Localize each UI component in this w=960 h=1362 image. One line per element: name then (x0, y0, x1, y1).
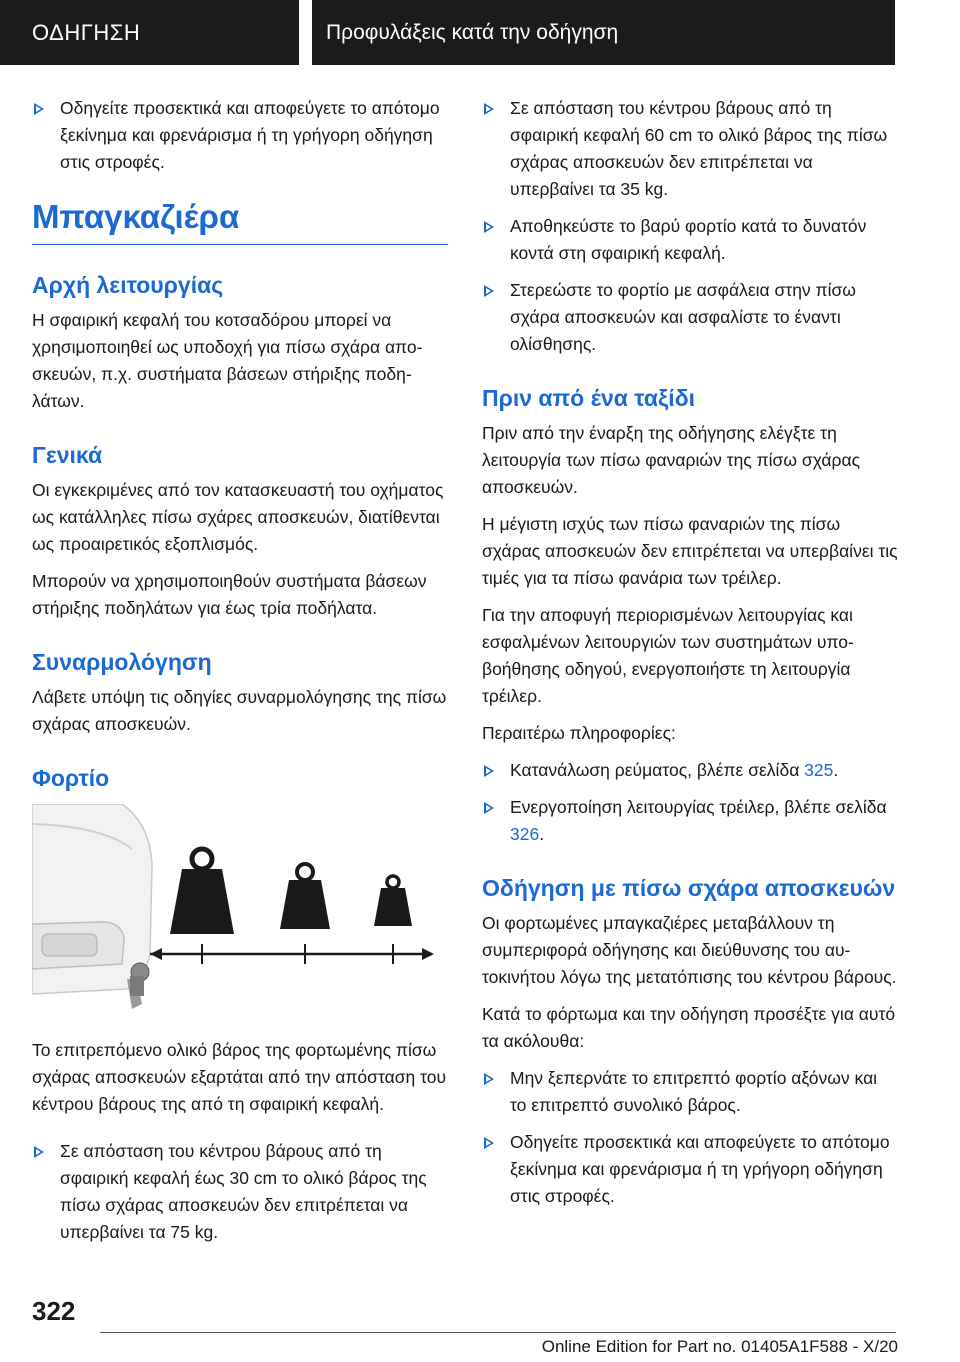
section-heading: Οδήγηση με πίσω σχάρα αποσκευών (482, 875, 896, 901)
paragraph: Λάβετε υπόψη τις οδηγίες συναρμολόγησης της πίσω σχάρας αποσκευών. (32, 687, 447, 734)
main-heading: Μπαγκαζιέρα (32, 198, 448, 245)
list-item: Σε απόσταση του κέντρου βάρους από τη σφαιρική κεφαλή έως 30 cm το ολικό βάρος της πίσω σχάρας αποσκευών δεν επιτρέπεται να υπερβαίνει τα 75 kg. (32, 1138, 448, 1246)
right-column (482, 95, 898, 1220)
triangle-bullet-icon (34, 103, 44, 115)
section-heading: Συναρμολόγηση (32, 649, 212, 675)
left-column (32, 95, 448, 1256)
triangle-bullet-icon (484, 1073, 494, 1085)
chapter-title: Προφυλάξεις κατά την οδήγηση (312, 0, 895, 65)
paragraph: Πριν από την έναρξη της οδήγησης ελέγξτε τη λειτουργία των πίσω φαναριών της πίσω σχάρας αποσκευών. (482, 423, 861, 497)
list-item: Μην ξεπερνάτε το επιτρεπτό φορτίο αξόνων και το επιτρεπτό συνολικό βάρος. (482, 1065, 898, 1119)
section-title: ΟΔΗΓΗΣΗ (0, 0, 299, 65)
page-number: 322 (32, 1296, 76, 1326)
paragraph: Η μέγιστη ισχύς των πίσω φαναριών της πίσω σχάρας αποσκευών δεν επιτρέπεται να υπερβαίνει τις τιμές για τα πίσω φανάρια των τρέιλερ. (482, 514, 898, 588)
section-heading: Πριν από ένα ταξίδι (482, 385, 696, 411)
section-heading: Φορτίο (32, 765, 110, 791)
triangle-bullet-icon (484, 765, 494, 777)
list-item: Ενεργοποίηση λειτουργίας τρέιλερ, βλέπε σελίδα 326. (482, 794, 898, 848)
footer-divider (100, 1332, 896, 1333)
paragraph: Οι φορτωμένες μπαγκαζιέρες μεταβάλλουν τη συμπεριφορά οδήγησης και διεύθυνσης του αυτοκινήτου λόγω της μετατόπισης του κέντρου βάρους. (482, 913, 897, 987)
paragraph: Οι εγκεκριμένες από τον κατασκευαστή του οχήματος ως κατάλληλες πίσω σχάρες αποσκευών, διατίθενται ως προαιρετικός εξοπλισμός. (32, 480, 444, 554)
paragraph: Κατά το φόρτωμα και την οδήγηση προσέξτε για αυτό τα ακόλουθα: (482, 1004, 896, 1051)
list-item: Στερεώστε το φορτίο με ασφάλεια στην πίσω σχάρα αποσκευών και ασφαλίστε το έναντι ολίσθησης. (482, 277, 898, 358)
triangle-bullet-icon (34, 1146, 44, 1158)
paragraph: Περαιτέρω πληροφορίες: (482, 723, 676, 743)
page-link-326[interactable]: 326 (510, 824, 540, 844)
paragraph: Μπορούν να χρησιμοποιηθούν συστήματα βάσεων στήριξης ποδηλάτων για έως τρία ποδήλατα. (32, 571, 427, 618)
list-item: Οδηγείτε προσεκτικά και αποφεύγετε το απότομο ξεκίνημα και φρενάρισμα ή τη γρήγορη οδήγηση στις στροφές. (32, 95, 448, 176)
section-heading: Γενικά (32, 442, 103, 468)
section-heading: Αρχή λειτουργίας (32, 272, 224, 298)
list-item: Σε απόσταση του κέντρου βάρους από τη σφαιρική κεφαλή 60 cm το ολικό βάρος της πίσω σχάρας αποσκευών δεν επιτρέπεται να υπερβαίνει τα 35 kg. (482, 95, 898, 203)
list-item: Κατανάλωση ρεύματος, βλέπε σελίδα 325. (482, 757, 898, 784)
page-header (0, 0, 960, 65)
list-item: Οδηγείτε προσεκτικά και αποφεύγετε το απότομο ξεκίνημα και φρενάρισμα ή τη γρήγορη οδήγηση στις στροφές. (482, 1129, 898, 1210)
list-item: Αποθηκεύστε το βαρύ φορτίο κατά το δυνατόν κοντά στη σφαιρική κεφαλή. (482, 213, 898, 267)
paragraph: Η σφαιρική κεφαλή του κοτσαδόρου μπορεί να χρησιμοποιηθεί ως υποδοχή για πίσω σχάρα αποσκευών, π.χ. συστήματα βάσεων στήριξης ποδηλάτων. (32, 310, 423, 411)
paragraph: Για την αποφυγή περιορισμένων λειτουργίας και εσφαλμένων λειτουργιών των συστημάτων υποβοήθησης οδηγού, ενεργοποιήστε τη λειτουργία τρέιλερ. (482, 605, 854, 706)
paragraph: Το επιτρεπόμενο ολικό βάρος της φορτωμένης πίσω σχάρας αποσκευών εξαρτάται από την απόσταση του κέντρου βάρους της από τη σφαιρική κεφαλή. (32, 1040, 447, 1114)
triangle-bullet-icon (484, 103, 494, 115)
edition-text: Online Edition for Part no. 01405A1F588 - X/20 (541, 1337, 898, 1356)
triangle-bullet-icon (484, 221, 494, 233)
triangle-bullet-icon (484, 802, 494, 814)
triangle-bullet-icon (484, 1137, 494, 1149)
page-link-325[interactable]: 325 (804, 760, 834, 780)
triangle-bullet-icon (484, 285, 494, 297)
tow-ball-weights-icon (32, 804, 448, 1019)
load-distance-illustration (32, 804, 448, 1019)
